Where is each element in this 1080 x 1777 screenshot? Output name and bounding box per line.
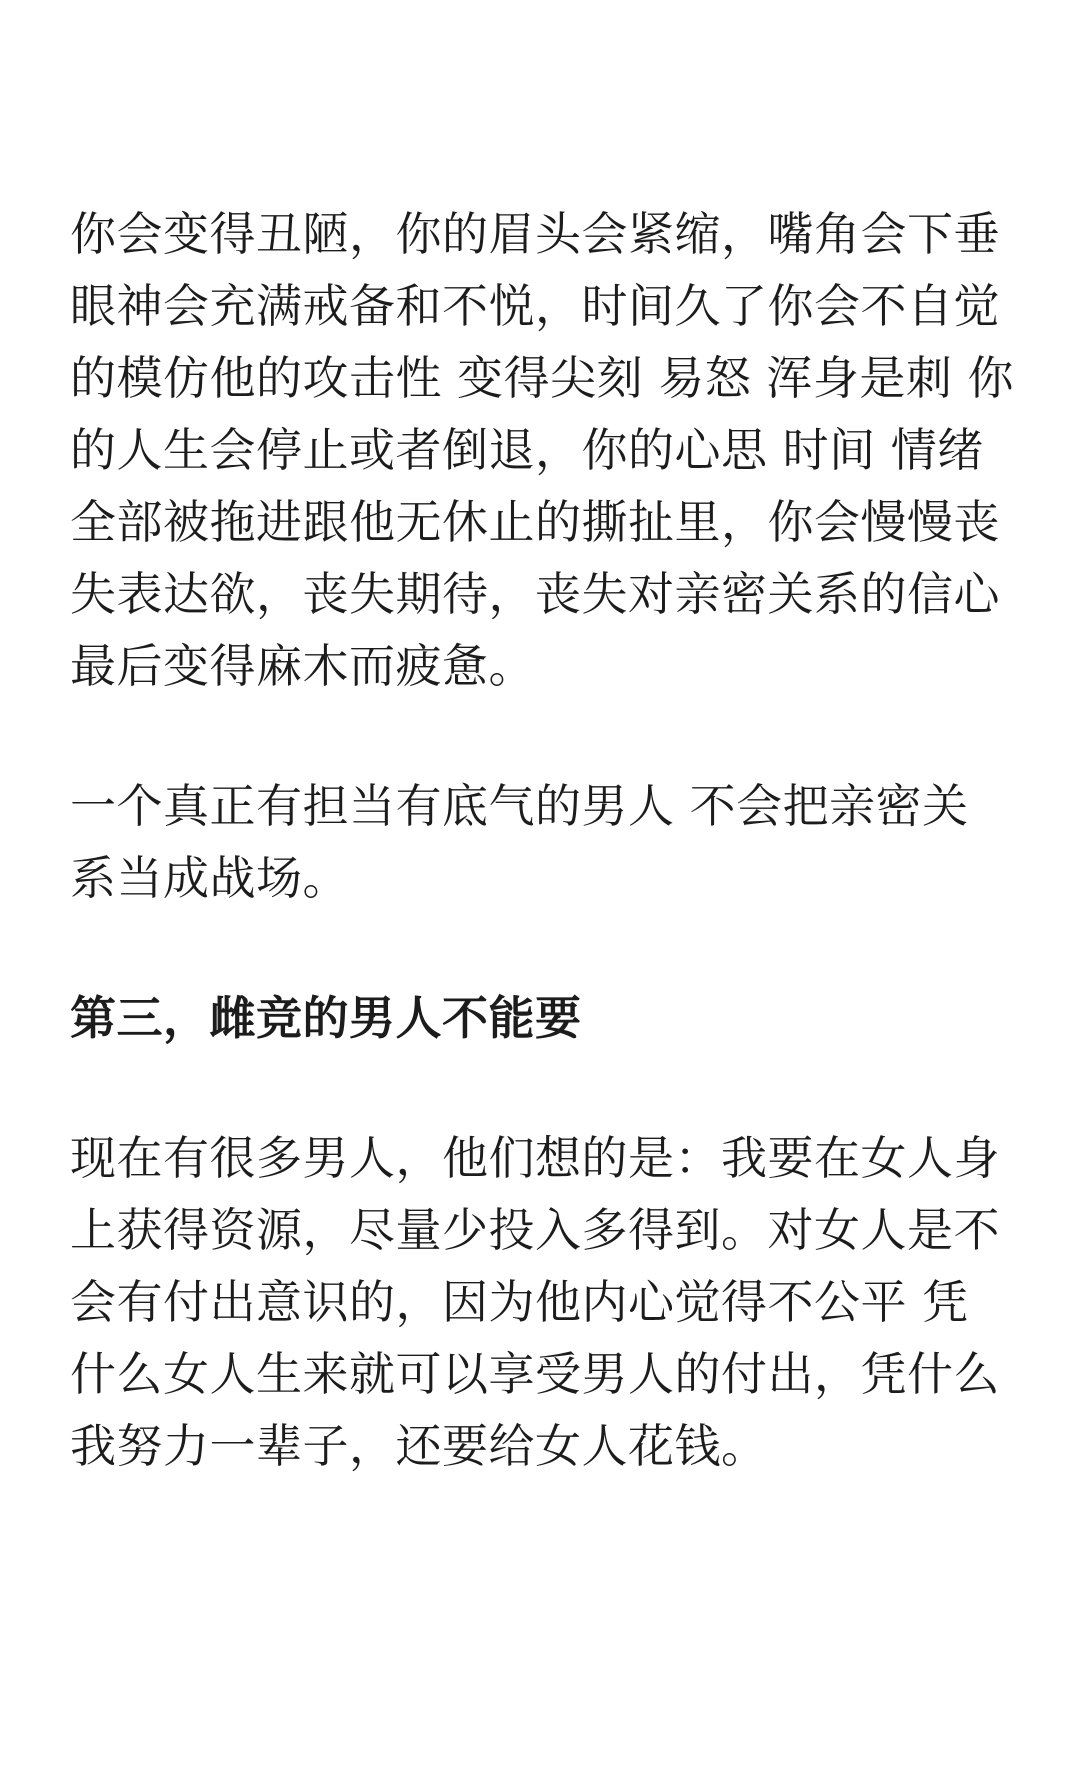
paragraph-gap xyxy=(70,914,1030,982)
text-line: 现在有很多男人，他们想的是：我要在女人身 xyxy=(70,1131,1000,1185)
text-line: 的人生会停止或者倒退，你的心思 时间 情绪 xyxy=(70,423,984,477)
text-line: 眼神会充满戒备和不悦，时间久了你会不自觉 xyxy=(70,279,1000,333)
paragraph-consequences xyxy=(70,198,1030,702)
text-line: 失表达欲，丧失期待，丧失对亲密关系的信心 xyxy=(70,567,1000,621)
text-line: 一个真正有担当有底气的男人 不会把亲密关 xyxy=(70,779,969,833)
text-line: 什么女人生来就可以享受男人的付出，凭什么 xyxy=(70,1347,1000,1401)
text-line: 我努力一辈子，还要给女人花钱。 xyxy=(70,1419,768,1473)
text-line: 系当成战场。 xyxy=(70,851,349,905)
text-line: 会有付出意识的，因为他内心觉得不公平 凭 xyxy=(70,1275,969,1329)
text-line: 你会变得丑陋，你的眉头会紧缩，嘴角会下垂 xyxy=(70,207,1000,261)
paragraph-responsible-man xyxy=(70,770,1030,914)
text-line: 上获得资源，尽量少投入多得到。对女人是不 xyxy=(70,1203,1000,1257)
heading-text: 第三，雌竞的男人不能要 xyxy=(70,991,582,1045)
text-line: 最后变得麻木而疲惫。 xyxy=(70,639,535,693)
paragraph-gap xyxy=(70,1054,1030,1122)
text-line: 的模仿他的攻击性 变得尖刻 易怒 浑身是刺 你 xyxy=(70,351,1014,405)
section-heading xyxy=(70,982,1030,1054)
paragraph-resources xyxy=(70,1122,1030,1482)
text-line: 全部被拖进跟他无休止的撕扯里，你会慢慢丧 xyxy=(70,495,1000,549)
paragraph-gap xyxy=(70,702,1030,770)
article-content xyxy=(70,198,1030,1482)
